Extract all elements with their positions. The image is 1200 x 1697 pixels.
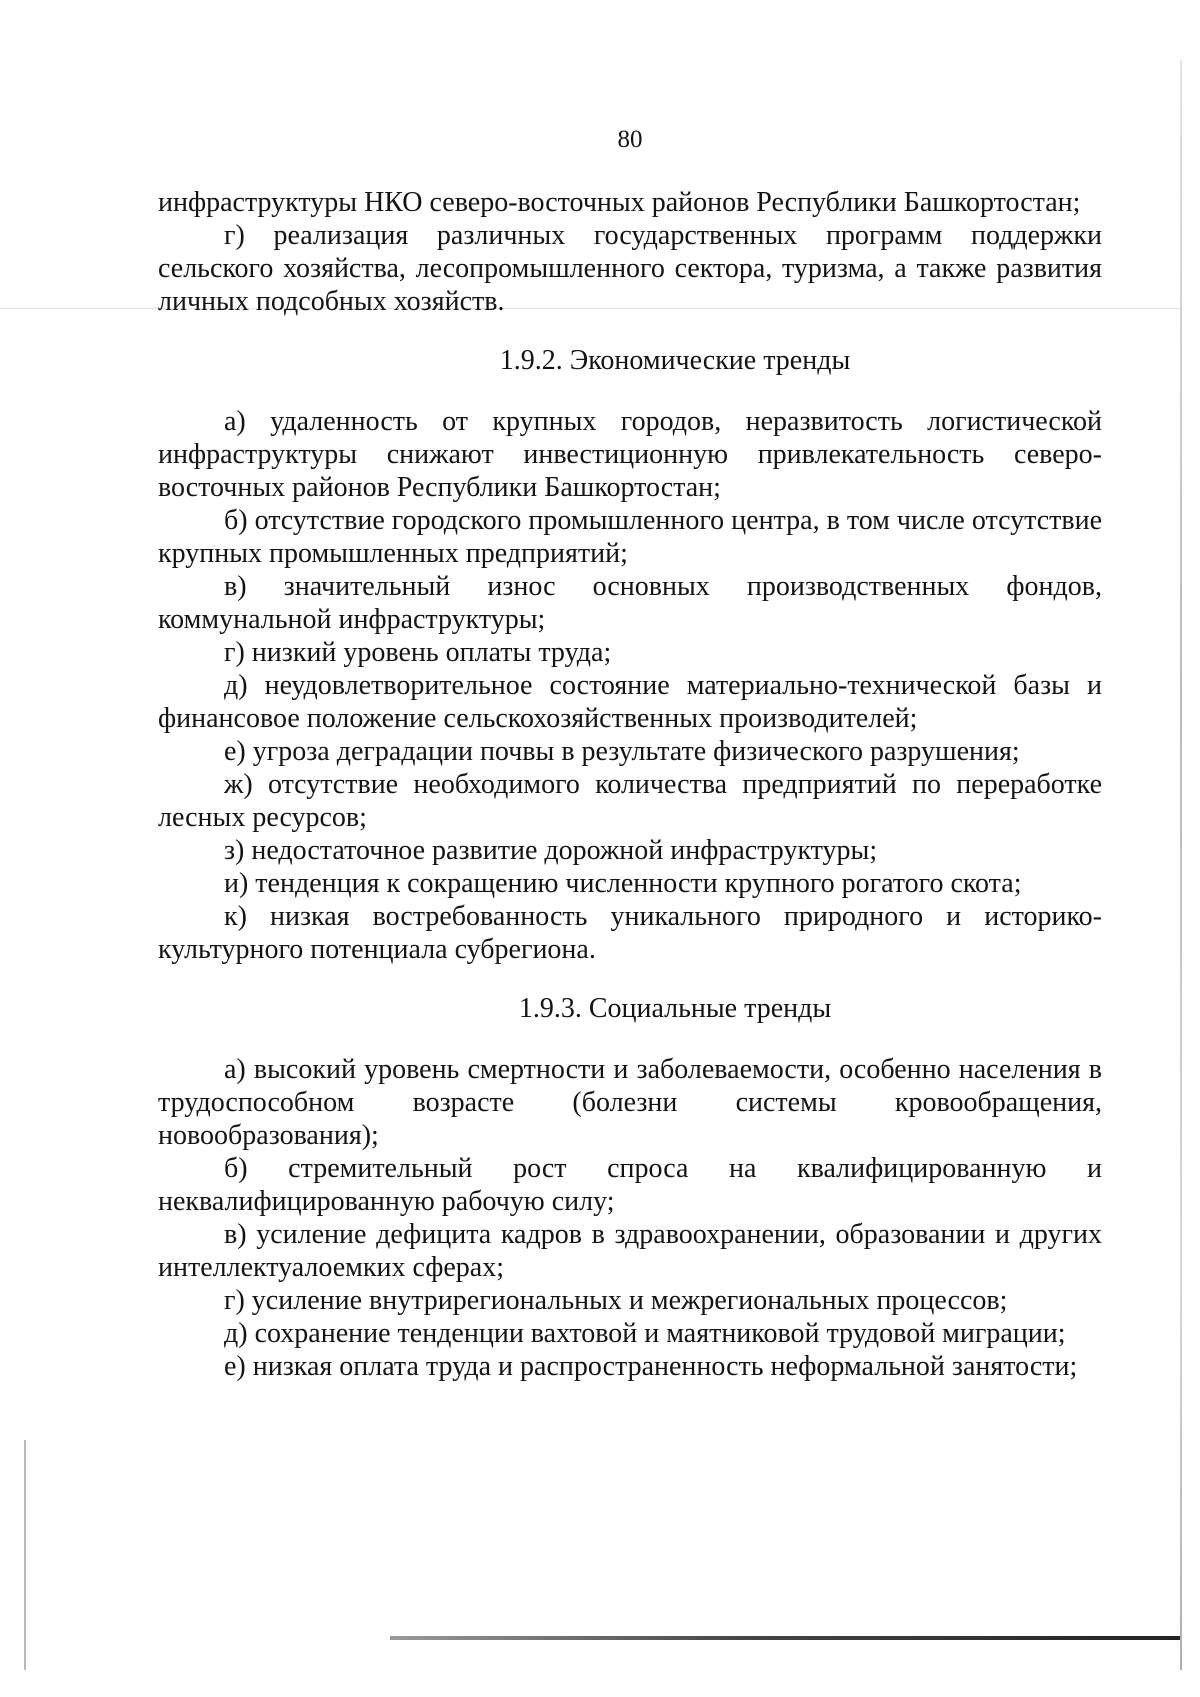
list-item: б) стремительный рост спроса на квалифицированную и неквалифицированную рабочую силу;	[158, 1153, 1102, 1217]
page-body	[158, 186, 1102, 1383]
section-heading-economic: 1.9.2. Экономические тренды	[499, 345, 851, 376]
list-item: а) удаленность от крупных городов, неразвитость логистической инфраструктуры снижают инвестиционную привлекательность северо-восточных районов Республики Башкортостан;	[158, 406, 1102, 503]
scan-edge-bottom	[390, 1636, 1180, 1640]
scan-edge-right	[1180, 60, 1182, 1670]
paragraph: г) реализация различных государственных программ поддержки сельского хозяйства, лесопромышленного сектора, туризма, а также развития личных подсобных хозяйств.	[158, 220, 1102, 317]
list-item: б) отсутствие городского промышленного центра, в том числе отсутствие крупных промышленных предприятий;	[158, 505, 1102, 569]
list-item: г) низкий уровень оплаты труда;	[224, 637, 612, 668]
list-item: д) неудовлетворительное состояние материально-технической базы и финансовое положение сельскохозяйственных производителей;	[158, 670, 1102, 734]
list-item: к) низкая востребованность уникального природного и историко-культурного потенциала субрегиона.	[158, 901, 1102, 965]
social-trends-list	[158, 1053, 1102, 1383]
list-item: в) значительный износ основных производственных фондов, коммунальной инфраструктуры;	[158, 571, 1102, 635]
list-item: в) усиление дефицита кадров в здравоохранении, образовании и других интеллектуалоемких сферах;	[158, 1219, 1102, 1283]
list-item: г) усиление внутрирегиональных и межрегиональных процессов;	[224, 1285, 1008, 1316]
list-item: з) недостаточное развитие дорожной инфраструктуры;	[224, 835, 878, 866]
list-item: а) высокий уровень смертности и заболеваемости, особенно населения в трудоспособном возрасте (болезни системы кровообращения, новообразования);	[158, 1054, 1102, 1151]
list-item: д) сохранение тенденции вахтовой и маятниковой трудовой миграции;	[224, 1318, 1066, 1349]
list-item: ж) отсутствие необходимого количества предприятий по переработке лесных ресурсов;	[158, 769, 1102, 833]
list-item: и) тенденция к сокращению численности крупного рогатого скота;	[224, 868, 1022, 899]
list-item: е) угроза деградации почвы в результате физического разрушения;	[224, 736, 1020, 767]
economic-trends-list	[158, 405, 1102, 966]
list-item: е) низкая оплата труда и распространенность неформальной занятости;	[224, 1351, 1078, 1382]
section-heading-social: 1.9.3. Социальные тренды	[518, 993, 832, 1024]
paragraph-continuation: инфраструктуры НКО северо-восточных районов Республики Башкортостан;	[158, 187, 1081, 218]
scan-edge-left	[24, 1440, 26, 1670]
page-number: 80	[617, 126, 643, 153]
